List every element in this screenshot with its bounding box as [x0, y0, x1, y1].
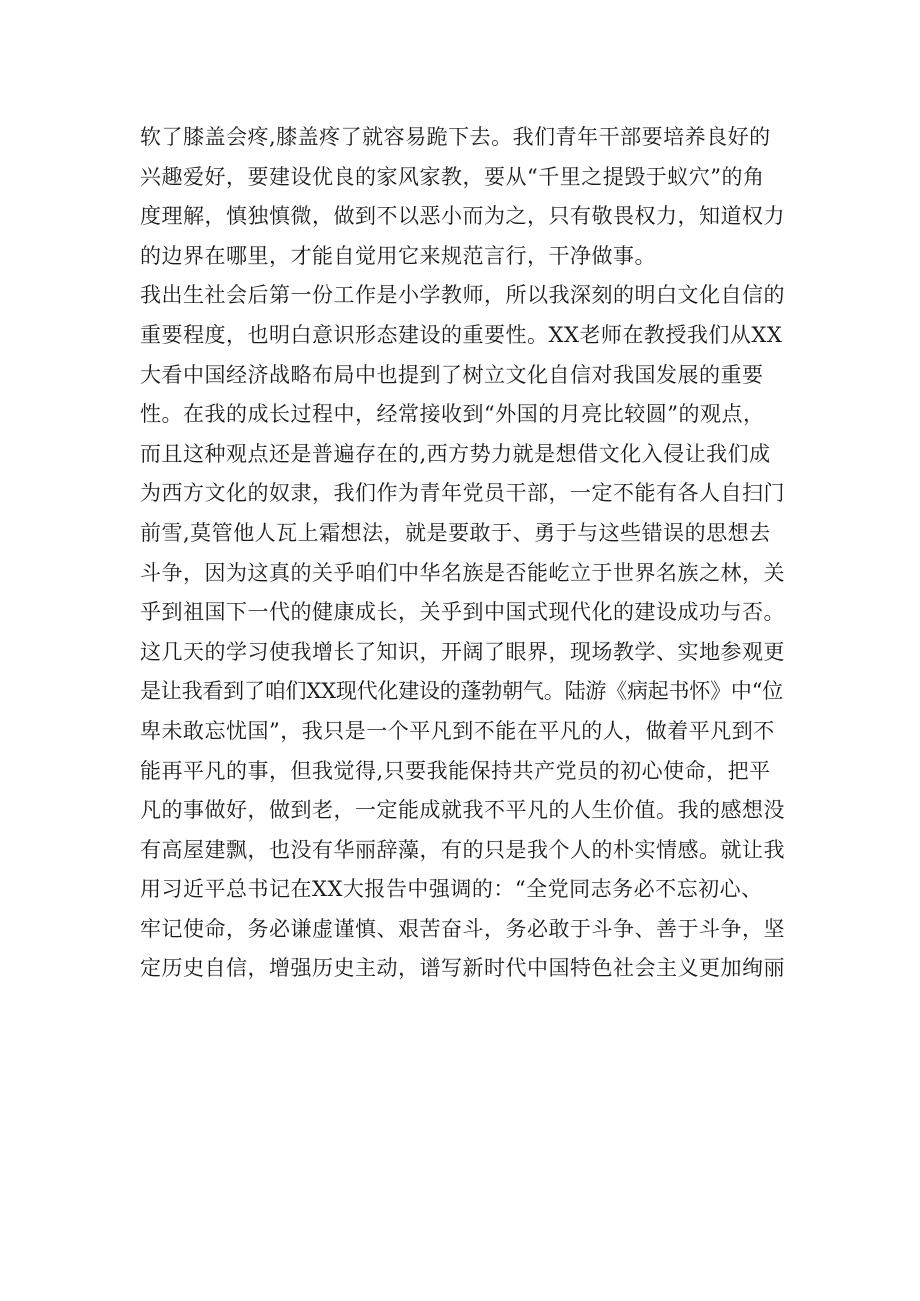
text-line: 重要程度，也明白意识形态建设的重要性。XX老师在教授我们从XX	[140, 322, 783, 347]
text-line: 度理解，慎独慎微，做到不以恶小而为之，只有敬畏权力，知道权力	[140, 204, 785, 229]
text-line: 性。在我的成长过程中，经常接收到“外国的月亮比较圆”的观点，	[140, 402, 765, 427]
body-text	[140, 118, 785, 989]
text-line: 卑未敢忘忧国”，我只是一个平凡到不能在平凡的人，做着平凡到不	[140, 718, 775, 743]
text-line: 是让我看到了咱们XX现代化建设的蓬勃朝气。陆游《病起书怀》中“位	[140, 679, 784, 704]
text-line: 定历史自信，增强历史主动，谱写新时代中国特色社会主义更加绚丽	[140, 956, 785, 981]
text-line: 乎到祖国下一代的健康成长，关乎到中国式现代化的建设成功与否。	[140, 600, 785, 625]
text-line: 能再平凡的事，但我觉得,只要我能保持共产党员的初心使命，把平	[140, 758, 771, 783]
text-line: 前雪,莫管他人瓦上霜想法，就是要敢于、勇于与这些错误的思想去	[140, 520, 771, 545]
text-line: 这几天的学习使我增长了知识，开阔了眼界，现场教学、实地参观更	[140, 639, 785, 664]
text-line: 我出生社会后第一份工作是小学教师，所以我深刻的明白文化自信的	[140, 283, 785, 308]
text-line: 而且这种观点还是普遍存在的,西方势力就是想借文化入侵让我们成	[140, 441, 771, 466]
text-line: 有高屋建飘，也没有华丽辞藻，有的只是我个人的朴实情感。就让我	[140, 837, 785, 862]
text-line: 软了膝盖会疼,膝盖疼了就容易跪下去。我们青年干部要培养良好的	[140, 125, 771, 149]
text-line: 的边界在哪里，才能自觉用它来规范言行，干净做事。	[140, 243, 656, 268]
text-line: 大看中国经济战略布局中也提到了树立文化自信对我国发展的重要	[140, 362, 764, 387]
text-line: 兴趣爱好，要建设优良的家风家教，要从“千里之提毁于蚁穴”的角	[140, 164, 765, 189]
text-line: 用习近平总书记在XX大报告中强调的：“全党同志务必不忘初心、	[140, 877, 763, 902]
text-line: 牢记使命，务必谦虚谨慎、艰苦奋斗，务必敢于斗争、善于斗争，坚	[140, 916, 785, 941]
text-line: 斗争，因为这真的关乎咱们中华名族是否能屹立于世界名族之林，关	[140, 560, 785, 585]
text-line: 凡的事做好，做到老，一定能成就我不平凡的人生价值。我的感想没	[140, 798, 785, 823]
text-line: 为西方文化的奴隶，我们作为青年党员干部，一定不能有各人自扫门	[140, 481, 785, 506]
